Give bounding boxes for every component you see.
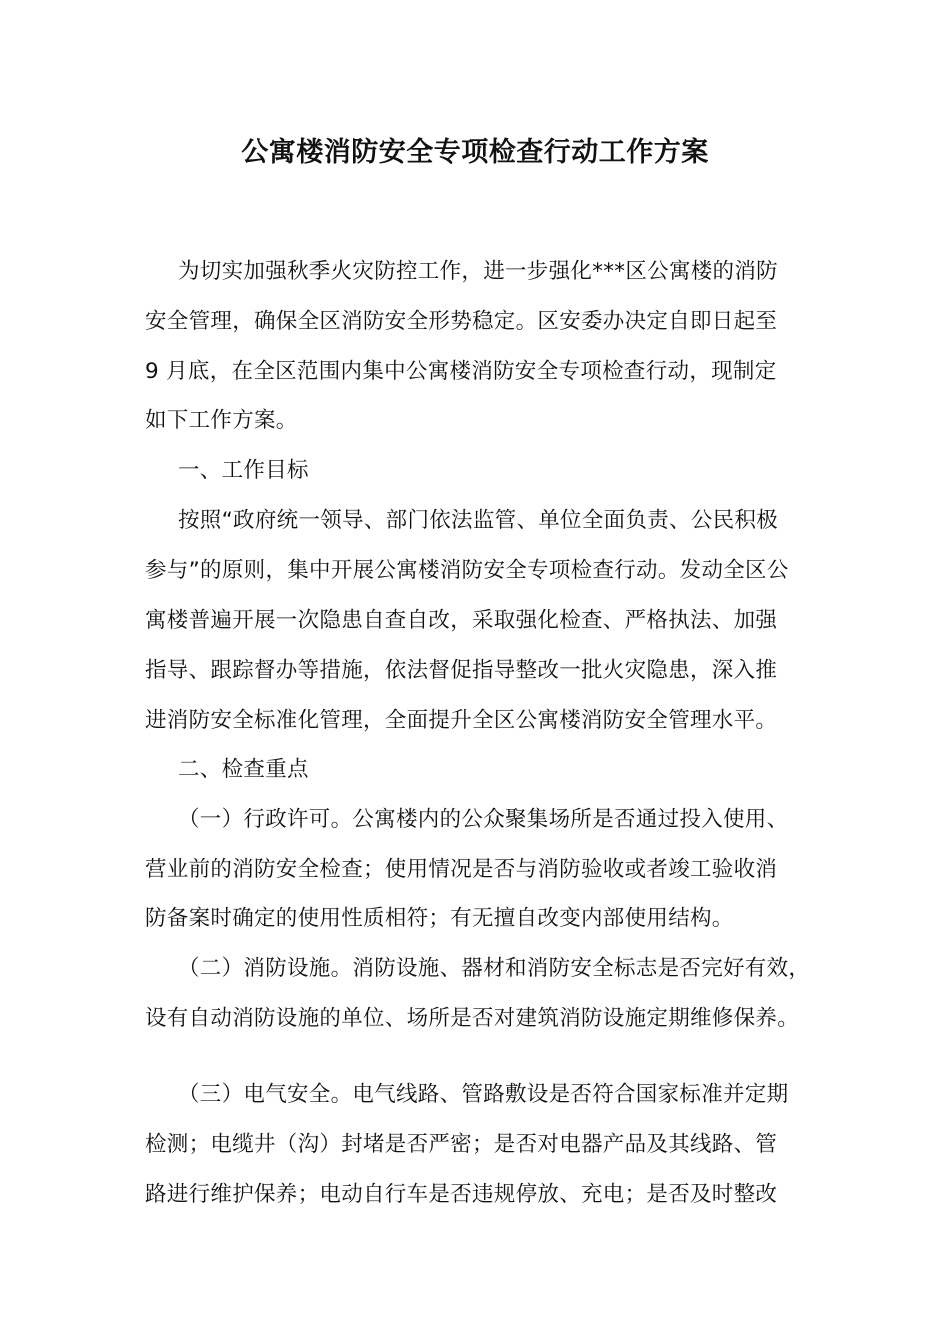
paragraph-line: 设有自动消防设施的单位、场所是否对建筑消防设施定期维修保养。 [145,1006,800,1031]
section-heading: 一、工作目标 [178,458,309,483]
paragraph-line: 检测；电缆井（沟）封堵是否严密；是否对电器产品及其线路、管 [145,1132,778,1157]
paragraph-line: 指导、跟踪督办等措施，依法督促指导整改一批火灾隐患，深入推 [145,658,778,683]
paragraph-line: 营业前的消防安全检查；使用情况是否与消防验收或者竣工验收消 [145,857,778,882]
section-heading: 二、检查重点 [178,757,309,782]
paragraph-line: 安全管理，确保全区消防安全形势稳定。区安委办决定自即日起至 [145,309,778,334]
document-title: 公寓楼消防安全专项检查行动工作方案 [241,137,709,168]
paragraph-line: （二）消防设施。消防设施、器材和消防安全标志是否完好有效， [178,956,811,981]
paragraph-line: 参与”的原则，集中开展公寓楼消防安全专项检查行动。发动全区公 [145,558,789,583]
paragraph-line: 寓楼普遍开展一次隐患自查自改，采取强化检查、严格执法、加强 [145,608,778,633]
paragraph-line: 进消防安全标准化管理，全面提升全区公寓楼消防安全管理水平。 [145,708,778,733]
paragraph-line: 为切实加强秋季火灾防控工作，进一步强化***区公寓楼的消防 [178,259,778,284]
paragraph-line: 按照“政府统一领导、部门依法监管、单位全面负责、公民积极 [178,508,779,533]
paragraph-line: （一）行政许可。公寓楼内的公众聚集场所是否通过投入使用、 [178,807,789,832]
paragraph-line: 如下工作方案。 [145,408,298,433]
paragraph-line: 防备案时确定的使用性质相符；有无擅自改变内部使用结构。 [145,906,734,931]
paragraph-line: 路进行维护保养；电动自行车是否违规停放、充电；是否及时整改 [145,1182,778,1207]
paragraph-line: （三）电气安全。电气线路、管路敷设是否符合国家标准并定期 [178,1082,789,1107]
paragraph-line: 9 月底，在全区范围内集中公寓楼消防安全专项检查行动，现制定 [145,359,777,384]
